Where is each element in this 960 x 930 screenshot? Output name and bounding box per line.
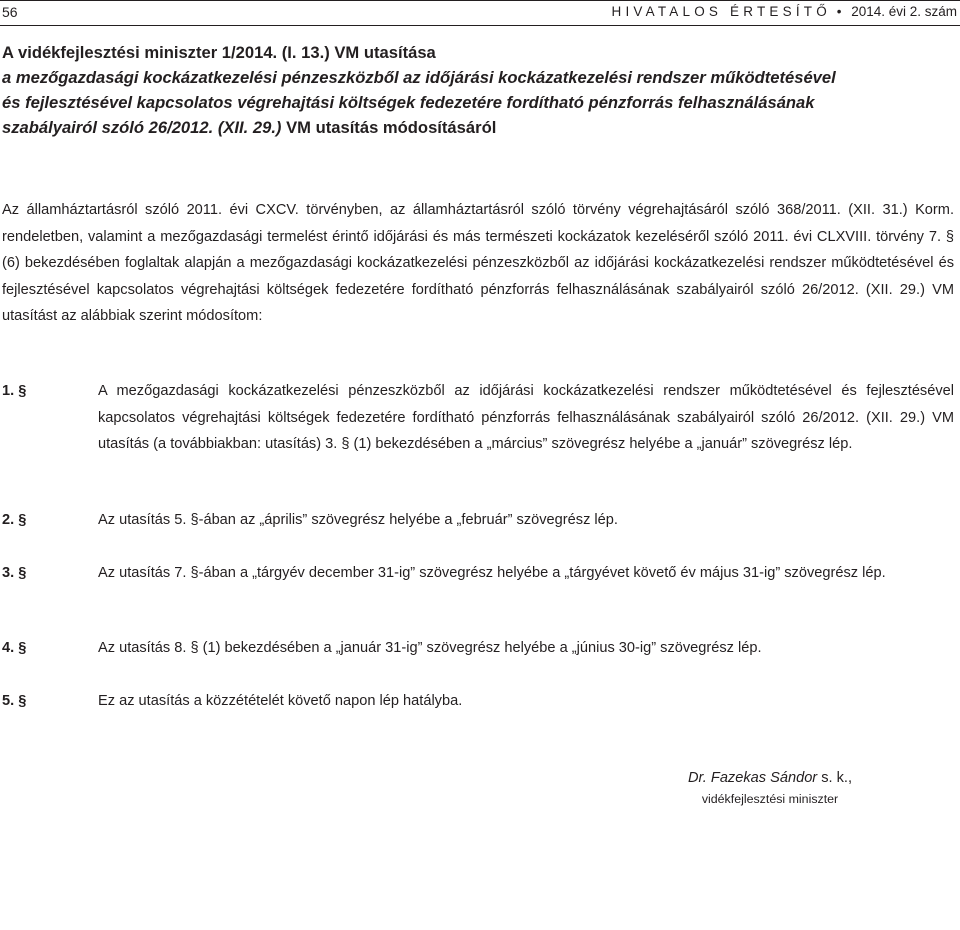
page-number: 56 bbox=[2, 4, 18, 20]
signer-name: Dr. Fazekas Sándor bbox=[687, 770, 818, 786]
section-number: 2. § bbox=[2, 512, 27, 528]
title-line-4-italic: szabályairól szóló 26/2012. (XII. 29.) bbox=[2, 118, 282, 137]
section-number: 3. § bbox=[2, 565, 27, 581]
section-text: Az utasítás 5. §-ában az „április” szövegrész helyébe a „február” szövegrész lép. bbox=[98, 512, 618, 528]
signer bbox=[620, 768, 920, 788]
title-line-2: a mezőgazdasági kockázatkezelési pénzeszközből az időjárási kockázatkezelési rendszer működtetésével bbox=[2, 68, 836, 87]
bullet-separator: • bbox=[836, 4, 842, 19]
document-title bbox=[2, 40, 954, 140]
section-text: Ez az utasítás a közzétételét követő napon lép hatályba. bbox=[98, 693, 463, 709]
title-line-1: A vidékfejlesztési miniszter 1/2014. (I. 13.) VM utasítása bbox=[2, 43, 436, 62]
section-5 bbox=[2, 688, 954, 715]
section-text: A mezőgazdasági kockázatkezelési pénzeszközből az időjárási kockázatkezelési rendszer működtetésével és fejlesztésével kapcsolatos végrehajtási költségek fedezetére fordítható pénzforrás felhasználásának szabályairól szóló 26/2012. (XII. 29.) VM utasítás (a továbbiakban: utasítás) 3. § (1) bekezdésében a „március” szövegrész helyébe a „január” szövegrész lép. bbox=[98, 383, 954, 452]
section-text: Az utasítás 8. § (1) bekezdésében a „január 31-ig” szövegrész helyébe a „június 30-ig” szövegrész lép. bbox=[98, 640, 762, 656]
section-number: 5. § bbox=[2, 693, 27, 709]
section-text: Az utasítás 7. §-ában a „tárgyév december 31-ig” szövegrész helyébe a „tárgyévet követő év május 31-ig” szövegrész lép. bbox=[98, 565, 886, 581]
section-2 bbox=[2, 507, 954, 534]
section-1 bbox=[2, 378, 954, 458]
section-number: 1. § bbox=[2, 383, 27, 399]
title-line-4-rest: VM utasítás módosításáról bbox=[281, 118, 497, 137]
header-rule bbox=[0, 25, 960, 26]
section-4 bbox=[2, 635, 954, 662]
title-line-3: és fejlesztésével kapcsolatos végrehajtási költségek fedezetére fordítható pénzforrás felhasználásának bbox=[2, 93, 815, 112]
section-number: 4. § bbox=[2, 640, 27, 656]
section-3 bbox=[2, 560, 954, 587]
journal-name: HIVATALOS ÉRTESÍTŐ bbox=[611, 4, 831, 19]
preamble: Az államháztartásról szóló 2011. évi CXCV. törvényben, az államháztartásról szóló törvény végrehajtásáról szóló 368/2011. (XII. 31.) Korm. rendeletben, valamint a mezőgazdasági termelést érintő időjárási és más természeti kockázatok kezeléséről szóló 2011. évi CLXVIII. törvény 7. § (6) bekezdésében foglaltak alapján a mezőgazdasági kockázatkezelési pénzeszközből az időjárási kockázatkezelési rendszer működtetésével és fejlesztésével kapcsolatos végrehajtási költségek fedezetére fordítható pénzforrás felhasználásának szabályairól szóló 26/2012. (XII. 29.) VM utasítást az alábbiak szerint módosítom: bbox=[2, 202, 954, 324]
signer-title: vidékfejlesztési miniszter bbox=[701, 792, 839, 806]
journal-info bbox=[612, 4, 957, 19]
issue-number: 2014. évi 2. szám bbox=[851, 4, 957, 19]
signature-block bbox=[620, 768, 920, 810]
signer-suffix: s. k., bbox=[817, 770, 853, 786]
running-head bbox=[0, 2, 960, 24]
header-top-rule bbox=[0, 0, 960, 1]
title-line-4 bbox=[2, 115, 954, 140]
